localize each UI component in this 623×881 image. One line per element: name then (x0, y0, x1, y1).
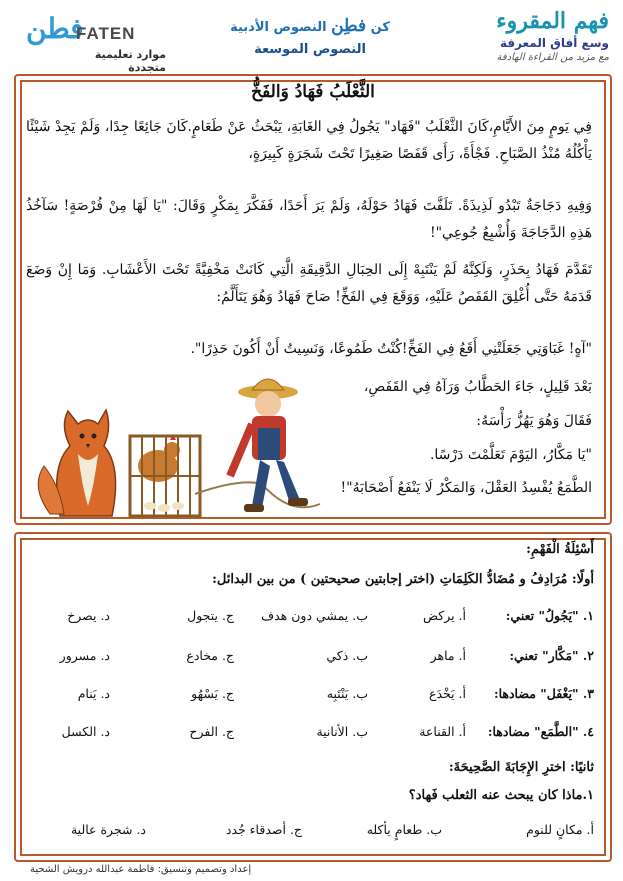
header-center-suffix: النصوص الأدبية (230, 20, 327, 35)
questions-heading: أَسْئِلَةُ الْفَهْمِ: (526, 542, 594, 557)
page-footer-credit: إعداد وتصميم وتنسيق: فاطمة عبدالله درويش الشحية (30, 864, 252, 875)
section-2-heading: ثانيًا: اخترِ الإِجَابَةَ الصَّحِيحَةَ: (448, 760, 594, 775)
header-center-line1 (200, 16, 420, 36)
q2-option-a[interactable]: أ. ماهر (430, 648, 466, 663)
question-row-2 (28, 648, 594, 672)
story-title: الثَّعْلَبُ فَهَادُ وَالفَخُّ (251, 82, 375, 102)
question-row-1 (28, 608, 594, 632)
mc-options-row (28, 822, 594, 846)
header-center-line2: النصوص الموسعة (254, 42, 366, 57)
mc-option-a[interactable]: أ. مكانٍ للنوم (526, 822, 594, 837)
q3-option-b[interactable]: ب. يَنْتَبِه (326, 686, 368, 701)
story-panel (14, 74, 612, 525)
question-4-label: ٤. "الطَّمَع" مضادها: (487, 724, 594, 739)
q4-option-b[interactable]: ب. الأنانية (316, 724, 368, 739)
mc-option-b[interactable]: ب. طعامٍ يأكله (366, 822, 442, 837)
header-right-line3: مع مزيد من القراءة الهادفة (496, 52, 609, 63)
question-1-label: ١. "يَجُولُ" تعني: (505, 608, 594, 623)
faten-logo-brand: FATEN (76, 24, 136, 43)
story-paragraph-4: "آهٍ! غَبَاوَتِي جَعَلَتْنِي أَقَعُ فِي الفَخِّ!كُنْتُ طَمُوعًا، وَنَسِيتُ أَنْ أَكُونَ حَذِرًا". (190, 341, 592, 357)
q2-option-b[interactable]: ب. ذكي (326, 648, 368, 663)
q3-option-a[interactable]: أ. يَخْدَع (429, 686, 466, 701)
questions-panel (14, 532, 612, 862)
q1-option-b[interactable]: ب. يمشي دون هدف (261, 608, 368, 623)
q3-option-c[interactable]: ج. يَسْهُو (191, 686, 234, 701)
header-center-kn: فطِن (331, 16, 367, 36)
header-right-title: فهم المقروء (496, 8, 609, 34)
mc-option-d[interactable]: د. شجرة عالية (70, 822, 146, 837)
q4-option-d[interactable]: د. الكسل (61, 724, 110, 739)
q1-option-a[interactable]: أ. يركض (422, 608, 466, 623)
question-row-3 (28, 686, 594, 710)
q1-option-d[interactable]: د. يصرخ (67, 608, 110, 623)
story-paragraph-3: تَقَدَّمَ فَهَادُ بِحَذَرٍ، وَلَكِنَّهُ لَمْ يَنْتَبِهْ إِلَى الحِبَالِ الدَّقِيقَةِ الَّتِي كَانَتْ مَخْفِيَّةً تَحْتَ الأَعْشَابِ. وَمَا إِنْ وَضَعَ قَدَمَهُ حَتَّى أُغْلِقَ القَفَصُ عَلَيْهِ، وَوَقَعَ فِي الفَخِّ! صَاحَ فَهَادُ وَهُوَ يَتَأَلَّمُ: (26, 262, 592, 305)
q2-option-d[interactable]: د. مسرور (59, 648, 110, 663)
story-line-5: بَعْدَ قَلِيلٍ، جَاءَ الحَطَّابُ وَرَآهُ فِي القَفَصِ، (363, 379, 592, 395)
q1-option-c[interactable]: ج. يتجول (187, 608, 234, 623)
story-paragraph-1: فِي يَومٍ مِنَ الأَيَّامِ،كَانَ الثَّعْلَبُ "فَهَاد" يَجُولُ فِي الغَابَةِ، يَبْحَثُ عَنْ طَعَامٍ.كَانَ جَائِعًا جِدًا، وَلَمْ يَجِدْ شَيْئًا يَأْكُلُهُ مُنْذُ الصَّبَاحِ. فَجْأَةً، رَأَى قَفَصًا صَغِيرًا تَحْتَ شَجَرَةٍ كَبِيرَةٍ، (26, 119, 592, 162)
story-paragraph-2: وَفِيهِ دَجَاجَةٌ تَبْدُو لَذِيذَةً. تَلَفَّتَ فَهَادُ حَوْلَهُ، وَلَمْ يَرَ أَحَدًا، فَفَكَّرَ بِمَكْرٍ وَقَالَ: "يَا لَهَا مِنْ فُرْصَةٍ! سَآخُذُ هَذِهِ الدَّجَاجَةَ وَأُشْبِعُ جُوعِي"! (26, 198, 592, 241)
cage-illustration (130, 434, 200, 516)
story-moral: الطَّمَعُ يُفْسِدُ العَقْلَ، وَالمَكْرُ لَا يَنْفَعُ أَصْحَابَهُ"! (340, 480, 592, 496)
question-3-label: ٣. "يَغْفَل" مضادها: (493, 686, 594, 701)
header-right (419, 8, 609, 63)
q4-option-c[interactable]: ج. الفرح (189, 724, 234, 739)
q4-option-a[interactable]: أ. القناعة (419, 724, 466, 739)
q2-option-c[interactable]: ج. مخادع (186, 648, 234, 663)
mc-question-label: ١.ماذا كان يبحث عنه الثعلب فَهاد؟ (408, 788, 594, 803)
faten-logo (26, 12, 166, 74)
question-row-4 (28, 724, 594, 748)
header-center (200, 16, 420, 57)
faten-logo-subtitle: موارد تعليمية متجددة (94, 48, 166, 74)
page-header (0, 0, 623, 72)
fox-illustration (38, 410, 115, 516)
story-line-6: فَقَالَ وَهُوَ يَهُزُّ رَأْسَهُ: (476, 413, 592, 429)
section-1-heading: أولًا: مُرَادِفُ و مُضَادُّ الكَلِمَاتِ (اختر إجابتين صحيحتين ) من بين البدائل: (212, 572, 594, 587)
q3-option-d[interactable]: د. يَنام (77, 686, 110, 701)
story-line-7: "يَا مَكَّارُ، اليَوْمَ تَعَلَّمْتَ دَرْسًا. (429, 447, 592, 463)
mc-option-c[interactable]: ج. أصدقاء جُدد (225, 822, 302, 837)
header-center-prefix: كن (370, 20, 390, 35)
fox-trap-illustration (30, 366, 330, 526)
header-right-line2: وسع أفاق المعرفة (499, 36, 609, 50)
faten-logo-glyph: فطن (26, 12, 84, 45)
question-2-label: ٢. "مَكَّار" تعني: (509, 648, 594, 663)
